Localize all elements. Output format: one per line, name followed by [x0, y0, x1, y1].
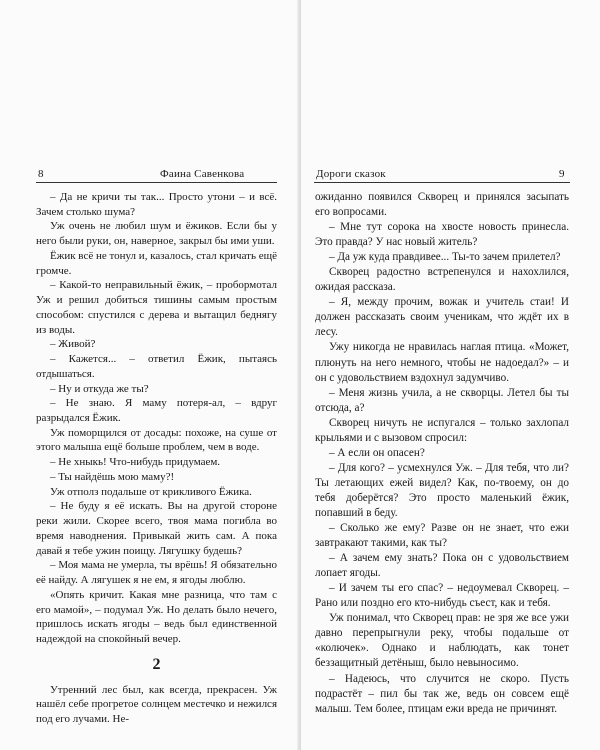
paragraph: Уж отполз подальше от крикливого Ёжика. — [50, 485, 252, 498]
paragraph: – Да уж куда правдивее... Ты-то зачем прилетел? — [329, 251, 561, 264]
paragraph: Уж понимал, что Скворец прав: не зря же все ужи давно перепрыгнули реку, чтобы подальше от «колючек». Однако и наблюдать, как тонет беззащитный детёныш, было невыносимо. — [315, 612, 569, 670]
paragraph: Скворец ничуть не испугался – только захлопал крыльями и с вызовом спросил: — [315, 416, 569, 444]
paragraph: – Сколько же ему? Разве он не знает, что ежи завтракают такими, как ты? — [315, 522, 569, 550]
paragraph: – А зачем ему знать? Пока он с удовольствием лопает ягоды. — [315, 552, 569, 580]
left-running-header: Фаина Савенкова — [160, 168, 245, 180]
left-page-number: 8 — [38, 168, 44, 180]
paragraph: – Мне тут сорока на хвосте новость принесла. Это правда? У нас новый житель? — [315, 221, 569, 249]
paragraph: – Не буду я её искать. Вы на другой стороне реки жили. Скорее всего, твоя мама погибла во время наводнения. Привыкай жить сам. А пока давай я тебе ужин поищу. Лягушку будешь? — [36, 500, 277, 557]
paragraph: – Кажется... – ответил Ёжик, пытаясь отдышаться. — [36, 353, 277, 380]
left-page — [0, 0, 299, 750]
left-body-text — [36, 190, 277, 727]
paragraph: – Не знаю. Я маму потеря-ал, – вдруг разрыдался Ёжик. — [36, 397, 277, 425]
chapter-number: 2 — [152, 655, 161, 673]
right-page-number: 9 — [559, 168, 565, 180]
paragraph: Уж очень не любил шум и ёжиков. Если бы у него были руки, он, наверное, закрыл бы ими уши. — [36, 220, 277, 248]
right-body-text — [315, 190, 569, 717]
right-page — [301, 0, 600, 750]
paragraph: – Я, между прочим, вожак и учитель стаи! И должен рассказать своим ученикам, что ждёт их в лесу. — [315, 296, 569, 339]
paragraph: – Меня жизнь учила, а не скворцы. Летел бы ты отсюда, а? — [315, 386, 569, 414]
paragraph: – Надеюсь, что случится не скоро. Пусть подрастёт – пил бы так же, ведь он совсем ещё малыш. Тем более, птицам ежи вреда не причинят. — [315, 672, 569, 715]
paragraph: – Живой? — [50, 338, 96, 351]
paragraph: – Да не кричи ты так... Просто утони – и всё. Зачем столько шума? — [36, 191, 277, 218]
right-running-header: Дороги сказок — [316, 168, 386, 180]
paragraph: – Моя мама не умерла, ты врёшь! Я обязательно её найду. А лягушек я не ем, я ягоды люблю. — [36, 559, 277, 587]
paragraph: Уж поморщился от досады: похоже, на суше от этого малыша ещё больше проблем, чем в воде. — [36, 426, 277, 454]
paragraph: – Какой-то неправильный ёжик, – пробормотал Уж и решил добиться тишины самым простым способом: спустился с дерева и вытащил беднягу из воды. — [36, 279, 277, 336]
paragraph: – Ну и откуда же ты? — [50, 382, 149, 395]
paragraph: Скворец радостно встрепенулся и нахохлился, ожидая рассказа. — [315, 266, 569, 294]
paragraph: – А если он опасен? — [329, 446, 425, 459]
paragraph: Утренний лес был, как всегда, прекрасен. Уж нашёл себе прогретое солнцем местечко и нежился под его лучами. Не- — [36, 683, 277, 725]
right-header-rule — [314, 182, 570, 183]
paragraph: Ужу никогда не нравилась наглая птица. «Может, плюнуть на него немного, чтобы не надоедал?» – и он с удовольствием вздохнул задумчиво. — [315, 341, 569, 384]
paragraph: ожиданно появился Скворец и принялся засыпать его вопросами. — [315, 191, 569, 219]
left-header-rule — [36, 182, 277, 183]
paragraph: Ёжик всё не тонул и, казалось, стал кричать ещё громче. — [36, 249, 277, 277]
paragraph: – Не хныкь! Что-нибудь придумаем. — [50, 456, 221, 469]
paragraph: – И зачем ты его спас? – недоумевал Скворец. – Рано или поздно его кто-нибудь съест, как и тебя. — [315, 582, 569, 610]
paragraph: «Опять кричит. Какая мне разница, что там с его мамой», – подумал Уж. Но делать было нечего, пришлось искать ягоды – ведь был единственной надеждой на спокойный вечер. — [36, 588, 277, 646]
paragraph: – Ты найдёшь мою маму?! — [50, 470, 175, 483]
paragraph: – Для кого? – усмехнулся Уж. – Для тебя, что ли? Ты летающих ежей видел? Как, по-твоему, он до тебя доберётся? Это просто маленький ёжик, попавший в беду. — [315, 461, 569, 519]
